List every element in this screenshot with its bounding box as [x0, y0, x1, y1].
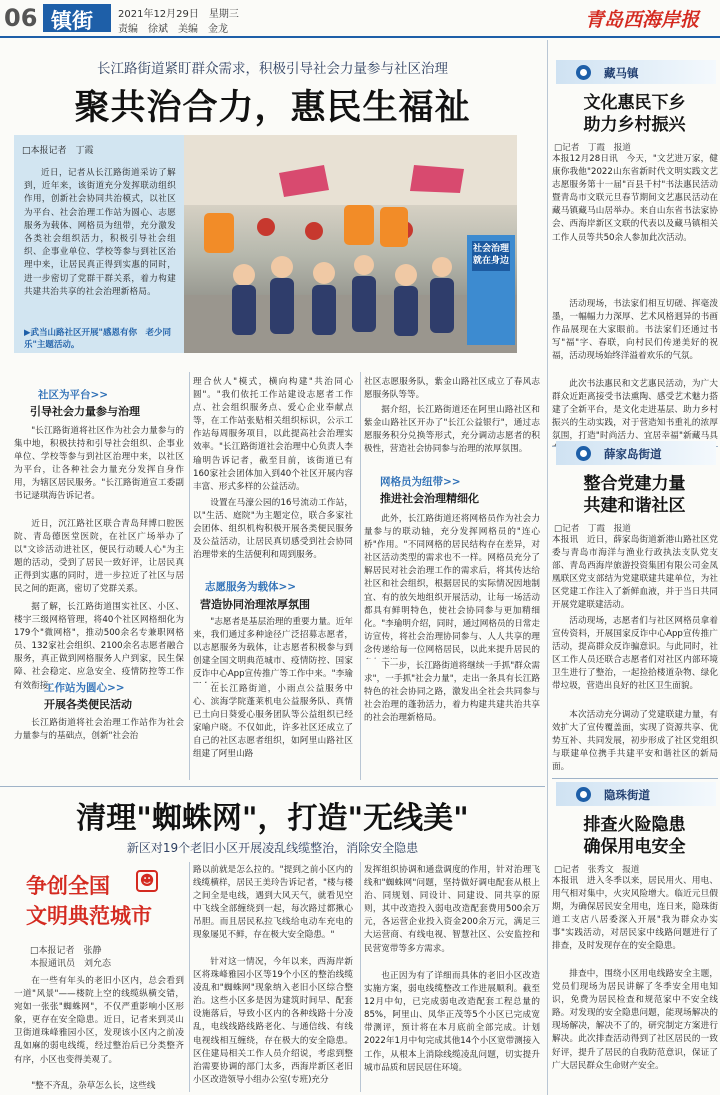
bottom-col3-p1: 发挥组织协调和通盘调度的作用，针对治理飞线和"蜘蛛网"问题，坚持做好调电配套从根上治、同规划、同设计、同建设、同共享的原则，其中改造投入弱电改造配套费用500余万元，各运营企业投入资金200余万元，满足三大运营商、有线电视、智慧社区、公安监控和民营宽带等多方需求。 — [364, 865, 540, 954]
col2-p2: 设置在马濠公园的16号流动工作站，以"生活、庭院"为主题定位，联合多家社会团体、组织机构积极开展各类便民服务及公益活动，让居民真切感受到社会协同治理带来的生活便利和周到服务。 — [193, 498, 353, 561]
side2-p3: 本次活动充分调动了党建联建力量，有效扩大了宣传覆盖面，实现了资源共享、优势互补、共同发展，初步形成了社区党组织与联建单位携手共建平安和谐社区的新局面。 — [552, 710, 718, 773]
location-pin-icon — [576, 65, 591, 80]
photo-sign-text: 社会治理就在身边 — [472, 244, 509, 266]
header-bar — [0, 0, 720, 38]
top-kicker: 长江路街道紧盯群众需求，积极引导社会力量参与社区治理 — [97, 61, 448, 77]
issue-date: 2021年12月29日 星期三 — [118, 9, 239, 20]
side1-p3: 此次书法惠民和文艺惠民活动，为广大群众近距离接受书法熏陶、感受艺术魅力搭建了全新平台，是文化走进基层、助力乡村振兴的生动实践，对于营造知书重礼的浓厚氛围，打造"时尚活力、宜居幸福"新藏马具 — [552, 379, 718, 442]
bottom-byline1: □本报记者 张静 — [30, 946, 102, 956]
col1-p4: 长江路街道将社会治理工作站作为社会力量参与的基础点，创新"社会治 — [14, 718, 184, 742]
col3-p1: 社区志愿服务队，紫金山路社区成立了春风志愿服务队等等。 — [364, 377, 540, 401]
col2-sub: 志愿服务为载体>> — [205, 581, 297, 593]
side1-byline: □记者 丁霞 报道 — [554, 143, 631, 153]
side1-p2: 活动现场，书法家们相互切磋、挥毫泼墨，一幅幅力力深厚、艺术风格迥异的书画作品展现在大家眼前。书法家们还通过书写"福"字、春联，向村民们传递美好的祝福，活动现场始终洋溢着欢乐的气氛。 — [552, 299, 718, 362]
region-label-2: 薛家岛街道 — [604, 447, 662, 461]
side3-p2: 排查中，围绕小区用电线路安全主题，党员们现场为居民讲解了冬季安全用电知识，免费为居民检查和规范家中不安全线路。对发现的安全隐患问题，能现场解决的现场解决，解决不了的，研究制定方案进行解决。此次排查活动得到了社区居民的一致好评，提升了居民的自我防范意识，保证了广大居民群众生命财产安全。 — [552, 969, 718, 1071]
location-pin-icon — [576, 787, 591, 802]
side3-byline: □记者 张秀文 报道 — [554, 865, 640, 875]
col1-p1: "长江路街道将社区作为社会力量参与的集中地，积极扶持和引导社会组织、企事业单位、学校等参与到社区治理中来，以社区为平台，让各种社会力量充分发挥自身作用，为辖区居民服务。"长江路街道宣工委副书记逯琪海告诉记者。 — [14, 426, 184, 502]
badge-line2: 文明典范城市 — [26, 903, 152, 928]
sidebar-divider-2 — [552, 778, 718, 779]
section-divider — [0, 786, 545, 787]
side2-p2: 活动现场，志愿者们与社区网格员拿着宣传资料，开展国家反诈中心App宣传推广活动，提高群众反诈骗意识。与此同时，社区工作人员还联合志愿者们对社区内部环境卫生进行了整治，一起捡拾楼道杂物、绿化带垃圾，营造出良好的社区卫生面貌。 — [552, 616, 718, 692]
col1-subtitle: 引导社会力量参与治理 — [30, 405, 140, 418]
bottom-kicker: 新区对19个老旧小区开展凌乱线缆整治，消除安全隐患 — [126, 841, 419, 855]
thumbs-up-icon: ☻ — [136, 870, 158, 892]
col2-p4: 在长江路街道，小雨点公益服务中心、滨海学院蓬莱机电公益服务队、真情已土向日葵爱心服务团队等公益组织已经家喻户晓。不仅如此，许多社区还成立了自己的社区志愿者组织，如阿里山路社区组建了阿里山路 — [193, 684, 353, 760]
col2-p3: "志愿者是基层治理的重要力量。近年来，我们通过多种途径广泛招募志愿者，以志愿服务为载体，让志愿者积极参与到创建全国文明典范城市、疫情防控、国家反诈中心App宣传推广等工作中来。"李瑜 — [193, 617, 353, 680]
side2-byline: □记者 丁霞 报道 — [554, 524, 631, 534]
bottom-col2-p1: 路以前就是怎么拉的。"提到之前小区内的线缆横样，居民王美玲告诉记者，"楼与楼之间全是电线，遇到大风天气，就看见空中飞线全部缠绕到一起，每次路过都揪心吊胆。而且居民私拉飞线给电动车充电的现象屡见不鲜，存在极大安全隐患。" — [193, 865, 353, 941]
section-name: 镇街 — [51, 8, 93, 33]
top-headline: 聚共治合力，惠民生福祉 — [74, 87, 471, 128]
col3-p3: 此外，长江路街道还将网格员作为社会力量参与的联动轴，充分发挥网格员的"连心桥"作用。"不同网格的居民结构存在差异，对社区活动类型的需求也不一样。网格员充分了解居民对社会治理工作的需求后，将其传达给社区和社会组织，根据居民的实际情况因地制宜、有的放矢地组织开展活动，让每一场活动都具有鲜明特色，使社会协同参与更加精细化。"李瑜明介绍，同时，通过网格员的日常走访宣传，将社会治理协同参与、人人共享的理念传递给每一位网格居民，以此来提升居民的 — [364, 514, 540, 655]
sidebar — [547, 40, 720, 1095]
editors: 责编 徐斌 美编 金龙 — [118, 24, 228, 35]
side2-title: 整合党建力量 共建和谐社区 — [583, 474, 686, 516]
side3-title: 排查火险隐患 确保用电安全 — [583, 815, 686, 857]
location-pin-icon — [576, 446, 591, 461]
lead-text: 近日，记者从长江路街道采访了解到，近年来，该街道充分发挥联动组织作用，创新社会协同共治模式，以社区为平台、社会治理工作站为圆心、志愿服务为载体、网格员为纽带，充分激发各类社会组织活力，积极引导社会组织、企事业单位、学校等参与到社区治理中来，让居民真正得到实惠的同时，进一步密切了党群干群关系，着力构建共建共治共享的社会治理新格局。 — [24, 168, 176, 297]
region-label-3: 隐珠街道 — [604, 788, 650, 802]
side2-p1: 本报讯 近日，薛家岛街道新港山路社区党委与青岛市海洋与渔业行政执法支队党支部、青岛西海岸旅游投资集团有限公司金凤凰联区党支部结为党建联建共建单位，为社区党建工作注入了新鲜血液，并于当日共同开展党建联建活动。 — [552, 535, 718, 611]
photo-caption: ▶武当山路社区开展"感恩有你 老少同乐"主题活动。 — [24, 328, 171, 350]
col2-subtitle: 营造协同治理浓厚氛围 — [200, 598, 310, 611]
bottom-byline2: 本报通讯员 刘允态 — [30, 959, 112, 969]
col1-sub2: 工作站为圆心>> — [44, 682, 125, 694]
lead-byline: □本报记者 丁霞 — [22, 146, 94, 156]
col1-p3: 据了解，长江路街道围实社区、小区、楼宇三级网格管理，将40个社区网格细化为179个"微网格"，推动500余名专兼职网格员、132家社会组织、2100余名志愿者融合服务，真正做到网格服务人户到家，民生保障、社会稳定、应急安全、疫情防控等工作有效衔接。 — [14, 602, 184, 691]
region-label-1: 藏马镇 — [604, 66, 639, 80]
masthead-logo: 青岛西海岸报 — [585, 9, 700, 31]
col3-p4: 下一步，长江路街道将继续一手抓"群众需求"，一手抓"社会力量"，走出一条具有长江路特色的社会协同之路，激发出全社会共同参与社会治理的蓬勃活力，着力构建共建共治共享的社会治理新格局。 — [364, 661, 540, 724]
col3-p2: 据介绍，长江路街道还在阿里山路社区和紫金山路社区开办了"长江公益银行"，通过志愿服务积分兑换等形式，充分调动志愿者的积极性，营造社会协同参与治理的浓厚氛围。 — [364, 405, 540, 455]
page-number: 06 — [4, 4, 38, 32]
col1-subtitle2: 开展各类便民活动 — [44, 698, 132, 711]
campaign-badge — [14, 864, 184, 932]
bottom-headline: 清理"蜘蛛网"，打造"无线美" — [76, 801, 469, 836]
col1-p2: 近日，沉江路社区联合青岛拜博口腔医院、青岛德医堂医院，在社区广场举办了以"文诊活动进社区，便民行动暖人心"为主题的活动，受到了居民一致好评，让居民真正得到实惠的同时，进一步拉近了社区与居民之间的距离，密切了党群关系。 — [14, 519, 184, 595]
side1-title: 文化惠民下乡 助力乡村振兴 — [583, 93, 686, 135]
side3-p1: 本报讯 进入冬季以来，居民用火、用电、用气相对集中，火灾风险增大。临近元旦假期，为确保居民安全用电，连日来，隐珠街道工支店八居委深入开展"我为群众办实事"实践活动，对居民家中线路问题进行了排查，及时发现存在的安全隐患。 — [552, 876, 718, 952]
col3-subtitle: 推进社会治理精细化 — [380, 492, 479, 505]
bottom-col1-p2: "整不齐乱，杂草怎么长，这些线 — [31, 1081, 156, 1091]
side1-p1: 本报12月28日讯 今天，"文艺进万家，健康你我他"2022山东省新时代文明实践文艺志愿服务第十一届"百县千村"书法惠民活动暨青岛市文联元旦春节期间文艺惠民活动在藏马镇藏马山居举办。来自山东省书法家协会、西海岸新区文联的代表以及藏马镇相关工作人员等共50余人参加此次活动。 — [552, 154, 718, 243]
bottom-col1-p1: 在一些有年头的老旧小区内，总会看到一道"风景"——楼院上空的线缆纵横交错，宛如一张张"蜘蛛网"，不仅严重影响小区形象，更存在安全隐患。近日，记者来到灵山卫街道珠峰雅园小区，发现该小区内之前凌乱如麻的弱电线缆，经过整治后已分类整齐有序，小区也变得美观了。 — [14, 976, 184, 1065]
top-photo — [184, 135, 517, 353]
lead-box — [14, 135, 184, 353]
col2-p1: 理合伙人"模式，横向构建"共治同心圆"。"我们依托工作站建设志愿者工作点、社会组织服务点、爱心企业奉献点等，在工作站张贴相关组织标识，公示工作站每周服务项目，以此提高社会治理实效率。"长江路街道社会治理中心负责人李瑜明告诉记者，截至目前，该街道已有160家社会团体加入到40个社区开展内容丰富、形式多样的公益活动。 — [193, 377, 353, 492]
bottom-col3-p2: 也正因为有了详细而具体的老旧小区改造实施方案，弱电线缆整改工作进展顺利。截至12月中旬，已完成弱电改造配套工程总量的85%，阿里山、凤华正茂等5个小区已完成宽带测评，预计将在本月底前全部完成。计划2022年1月中旬完成其他14个小区宽带测接入工作，从根本上消除线缆凌乱问题，切实提升城市品质和居民居住环境。 — [364, 971, 540, 1073]
badge-line1: 争创全国 — [26, 873, 110, 898]
bottom-col2-p2: 针对这一情况，今年以来，西海岸新区将珠峰雅园小区等19个小区的整治线缆凌乱和"蜘蛛网"现象纳入老旧小区综合整治。这些小区多是因为建筑时间早、配套设施落后，导致小区内的各种线路十分凌乱，电线线路线路老化、与通信线、有线电视线相互缠绕，存在极大的安全隐患。区住建局相关工作人员介绍说，考虑到整治需要协调的部门太多，西海岸新区老旧小区改造领导小组办公室(专班)充分 — [193, 957, 353, 1085]
photo-illustration — [184, 135, 517, 353]
col3-sub: 网格员为纽带>> — [380, 476, 461, 488]
col1-sub: 社区为平台>> — [38, 389, 109, 401]
